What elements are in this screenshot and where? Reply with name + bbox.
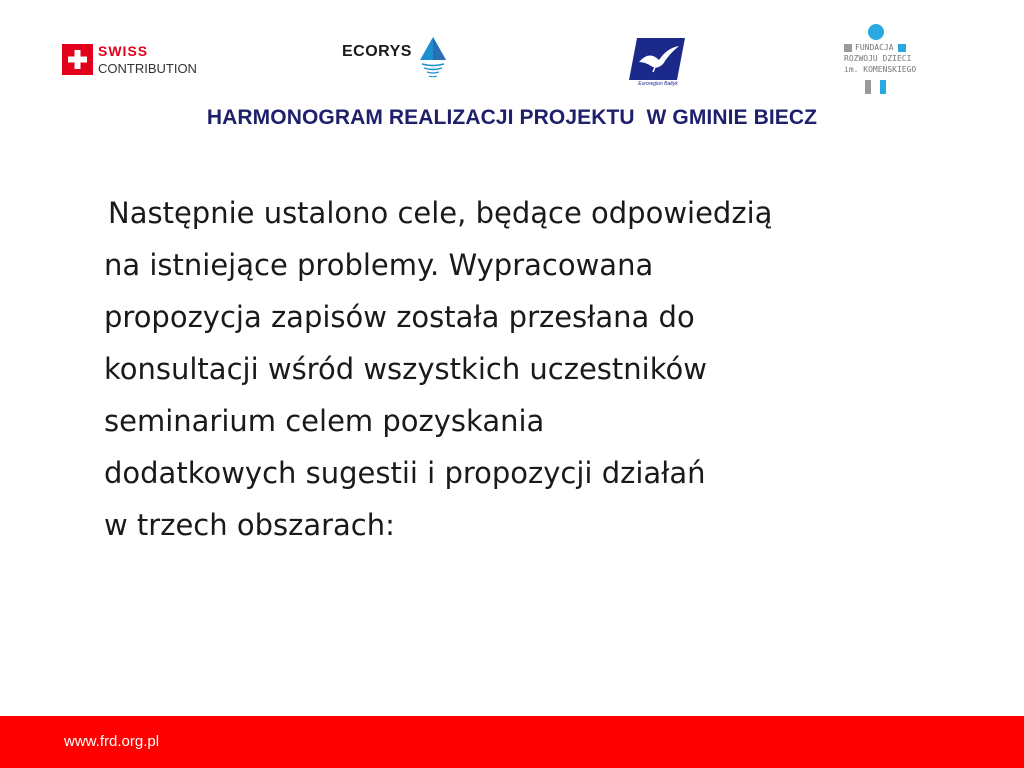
frd-bar-icon [865, 80, 871, 94]
body-line: konsultacji wśród wszystkich uczestników [104, 352, 707, 386]
footer-url-link[interactable]: www.frd.org.pl [64, 733, 160, 750]
ecorys-triangle-icon [419, 36, 449, 84]
ecorys-wordmark: ECORYS [342, 43, 412, 60]
body-line: seminarium celem pozyskania [104, 404, 545, 438]
frd-bar-icon [880, 80, 886, 94]
slide-title: HARMONOGRAM REALIZACJI PROJEKTU W GMINIE BIECZ [206, 106, 818, 129]
euroregion-caption [627, 78, 689, 86]
euroregion-baltyk-logo [627, 36, 689, 86]
body-line: w trzech obszarach: [104, 508, 395, 542]
logo-bar [0, 0, 1024, 100]
svg-text:Euroregion Bałtyk: Euroregion Bałtyk [638, 81, 678, 86]
slide-body [104, 187, 964, 551]
frd-foundation-logo [838, 22, 918, 100]
swiss-flag-icon [62, 44, 93, 75]
footer-bar [0, 716, 1024, 768]
body-line: Następnie ustalono cele, będące odpowiedzią [108, 196, 773, 230]
frd-square-icon [898, 44, 906, 52]
frd-logo-line1: FUNDACJA [855, 43, 894, 52]
swiss-contribution-logo [62, 42, 232, 78]
frd-square-icon [844, 44, 852, 52]
frd-logo-line2: ROZWOJU DZIECI [844, 54, 912, 63]
swiss-logo-line1: SWISS [98, 43, 149, 59]
swiss-logo-line2: CONTRIBUTION [98, 61, 197, 76]
frd-logo-line3: im. KOMEŃSKIEGO [844, 65, 917, 74]
frd-circle-icon [868, 24, 884, 40]
body-line: na istniejące problemy. Wypracowana [104, 248, 654, 282]
ecorys-logo [342, 36, 452, 86]
body-line: propozycja zapisów została przesłana do [104, 300, 695, 334]
body-line: dodatkowych sugestii i propozycji działań [104, 456, 706, 490]
